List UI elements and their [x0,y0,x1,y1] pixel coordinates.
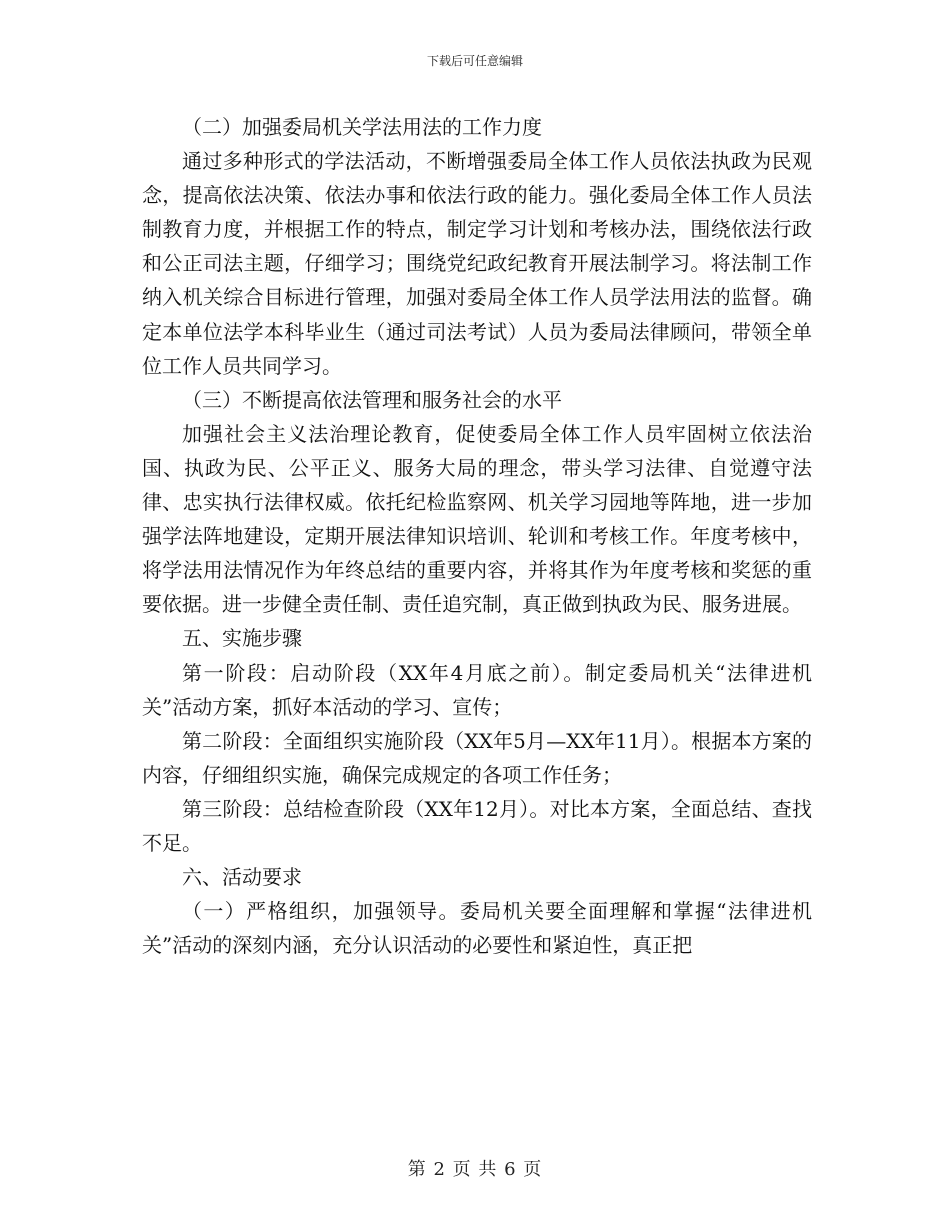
section-heading-2: （二）加强委局机关学法用法的工作力度 [182,115,542,139]
document-body [142,110,812,962]
body-paragraph: （一）严格组织，加强领导。委局机关要全面理解和掌握“法律进机关”活动的深刻内涵，充分认识活动的必要性和紧迫性，真正把 [142,899,812,958]
body-paragraph: 加强社会主义法治理论教育，促使委局全体工作人员牢固树立依法治国、执政为民、公平正义、服务大局的理念，带头学习法律、自觉遵守法律、忠实执行法律权威。依托纪检监察网、机关学习园地等阵地，进一步加强学法阵地建设，定期开展法律知识培训、轮训和考核工作。年度考核中，将学法用法情况作为年终总结的重要内容，并将其作为年度考核和奖惩的重要依据。进一步健全责任制、责任追究制，真正做到执政为民、服务进展。 [142,421,812,617]
step-paragraph: 第一阶段：启动阶段（XX年4月底之前）。制定委局机关“法律进机关”活动方案，抓好本活动的学习、宣传； [142,660,812,719]
section-heading-3: （三）不断提高依法管理和服务社会的水平 [182,387,562,412]
page-header: 下载后可任意编辑 [426,54,523,68]
step-paragraph: 第三阶段：总结检查阶段（XX年12月）。对比本方案，全面总结、查找不足。 [142,796,812,855]
section-heading-activity-requirements: 六、活动要求 [182,865,302,890]
step-paragraph: 第二阶段：全面组织实施阶段（XX年5月—XX年11月）。根据本方案的内容，仔细组织实施，确保完成规定的各项工作任务； [142,728,812,787]
body-paragraph: 通过多种形式的学法活动，不断增强委局全体工作人员依法执政为民观念，提高依法决策、依法办事和依法行政的能力。强化委局全体工作人员法制教育力度，并根据工作的特点，制定学习计划和考核办法，围绕依法行政和公正司法主题，仔细学习；围绕党纪政纪教育开展法制学习。将法制工作纳入机关综合目标进行管理，加强对委局全体工作人员学法用法的监督。确定本单位法学本科毕业生（通过司法考试）人员为委局法律顾问，带领全单位工作人员共同学习。 [142,149,812,378]
page-number: 第 2 页 共 6 页 [407,1159,543,1180]
section-heading-implementation-steps: 五、实施步骤 [182,626,302,651]
